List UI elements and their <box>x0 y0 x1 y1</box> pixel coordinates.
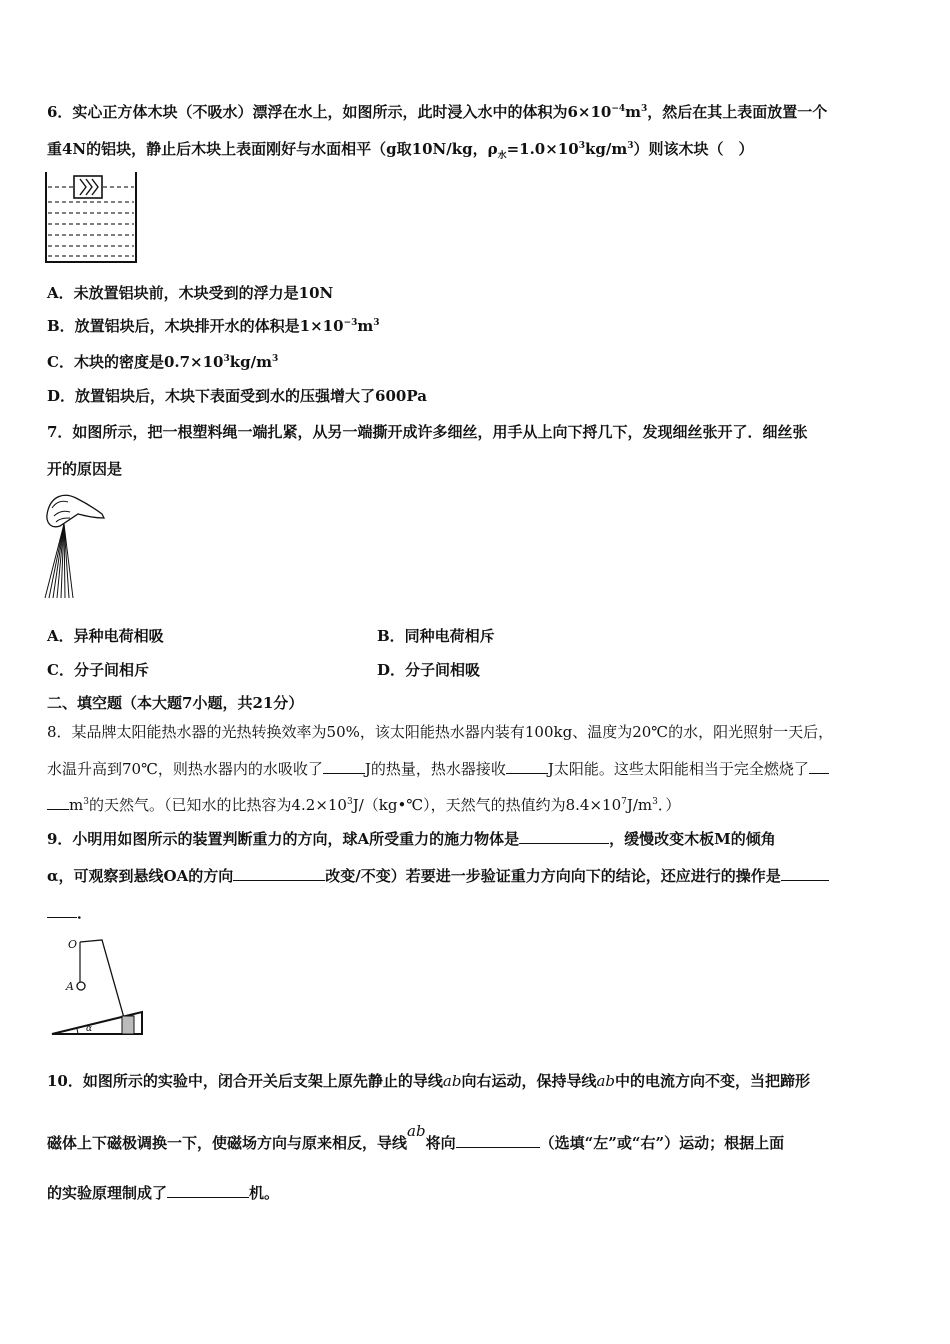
q8-stem-line3: $m^3$的天然气。（已知水的比热容为$4.2\times 10^3J/(kg•℃)$，天然气的热值约为$8.4\times 10^7J/m^3$．） <box>47 795 680 815</box>
q6-stem-line2: 重4N的铝块，静止后木块上表面刚好与水面相平（g取10N/kg，$\rho_水=1.0\times 10^3kg/m^3$）则该木块（ ） <box>47 140 754 161</box>
section2-heading: 二、填空题（本大题7小题，共21分） <box>47 694 304 712</box>
q6-stem-line1: 6．实心正方体木块（不吸水）漂浮在水上，如图所示，此时浸入水中的体积为$6\times 10^{-4}m^3$，然后在其上表面放置一个 <box>47 103 828 121</box>
q9-blank-2[interactable] <box>233 866 325 881</box>
q10-blank-2[interactable] <box>167 1183 249 1198</box>
fig-label-o: O <box>68 938 78 951</box>
q7-option-b: B．同种电荷相斥 <box>377 627 495 645</box>
q7-figure-hand-plastic-strands <box>42 488 106 600</box>
q8-blank-2[interactable] <box>506 759 548 774</box>
q9-stem-line3: ． <box>47 903 92 923</box>
q6-option-b: B．放置铝块后，木块排开水的体积是$1\times 10^{-3}m^3$ <box>47 317 380 335</box>
q7-stem-line2: 开的原因是 <box>47 460 123 478</box>
q10-blank-1[interactable] <box>456 1133 540 1148</box>
q8-blank-3[interactable] <box>809 759 829 774</box>
q9-blank-3[interactable] <box>781 866 829 881</box>
q8-stem-line2: 水温升高到70℃，则热水器内的水吸收了 J的热量，热水器接收 J太阳能。这些太阳能相当于完全燃烧了 <box>47 759 829 779</box>
ball-a <box>77 982 85 990</box>
q10-stem-line2: 磁体上下磁极调换一下，使磁场方向与原来相反，导线ab将向 （选填“左”或“右”）运动；根据上面 <box>47 1122 785 1152</box>
q8-stem-line1: 8．某品牌太阳能热水器的光热转换效率为50%，该太阳能热水器内装有100kg、温度为20℃的水，阳光照射一天后， <box>47 723 834 741</box>
q7-option-a: A．异种电荷相吸 <box>47 627 164 645</box>
q9-figure-pendulum-incline <box>44 930 156 1042</box>
q9-blank-1[interactable] <box>519 829 609 844</box>
q7-option-c: C．分子间相斥 <box>47 661 149 679</box>
q9-stem-line1: 9．小明用如图所示的装置判断重力的方向，球A所受重力的施力物体是 ，缓慢改变木板M的倾角 <box>47 830 776 848</box>
fig-label-a: A <box>66 980 74 993</box>
q10-stem-line3: 的实验原理制成了 机。 <box>47 1184 280 1202</box>
q6-option-d: D．放置铝块后，木块下表面受到水的压强增大了600Pa <box>47 387 427 405</box>
q10-stem-line1: 10．如图所示的实验中，闭合开关后支架上原先静止的导线ab向右运动，保持导线ab中的电流方向不变，当把蹄形 <box>47 1072 811 1090</box>
q6-option-c: C．木块的密度是$0.7\times 10^3kg/m^3$ <box>47 353 279 371</box>
q7-option-d: D．分子间相吸 <box>377 661 481 679</box>
q7-stem-line1: 7．如图所示，把一根塑料绳一端扎紧，从另一端撕开成许多细丝，用手从上向下捋几下，发现细丝张开了．细丝张 <box>47 423 808 441</box>
q9-stem-line2: α，可观察到悬线OA的方向 改变/不变）若要进一步验证重力方向向下的结论，还应进行的操作是 <box>47 866 829 886</box>
q6-option-a: A．未放置铝块前，木块受到的浮力是10N <box>47 284 334 302</box>
fig-label-alpha: α <box>86 1024 93 1034</box>
q6-figure-wood-block-in-water <box>44 170 140 266</box>
q8-blank-1[interactable] <box>323 759 365 774</box>
